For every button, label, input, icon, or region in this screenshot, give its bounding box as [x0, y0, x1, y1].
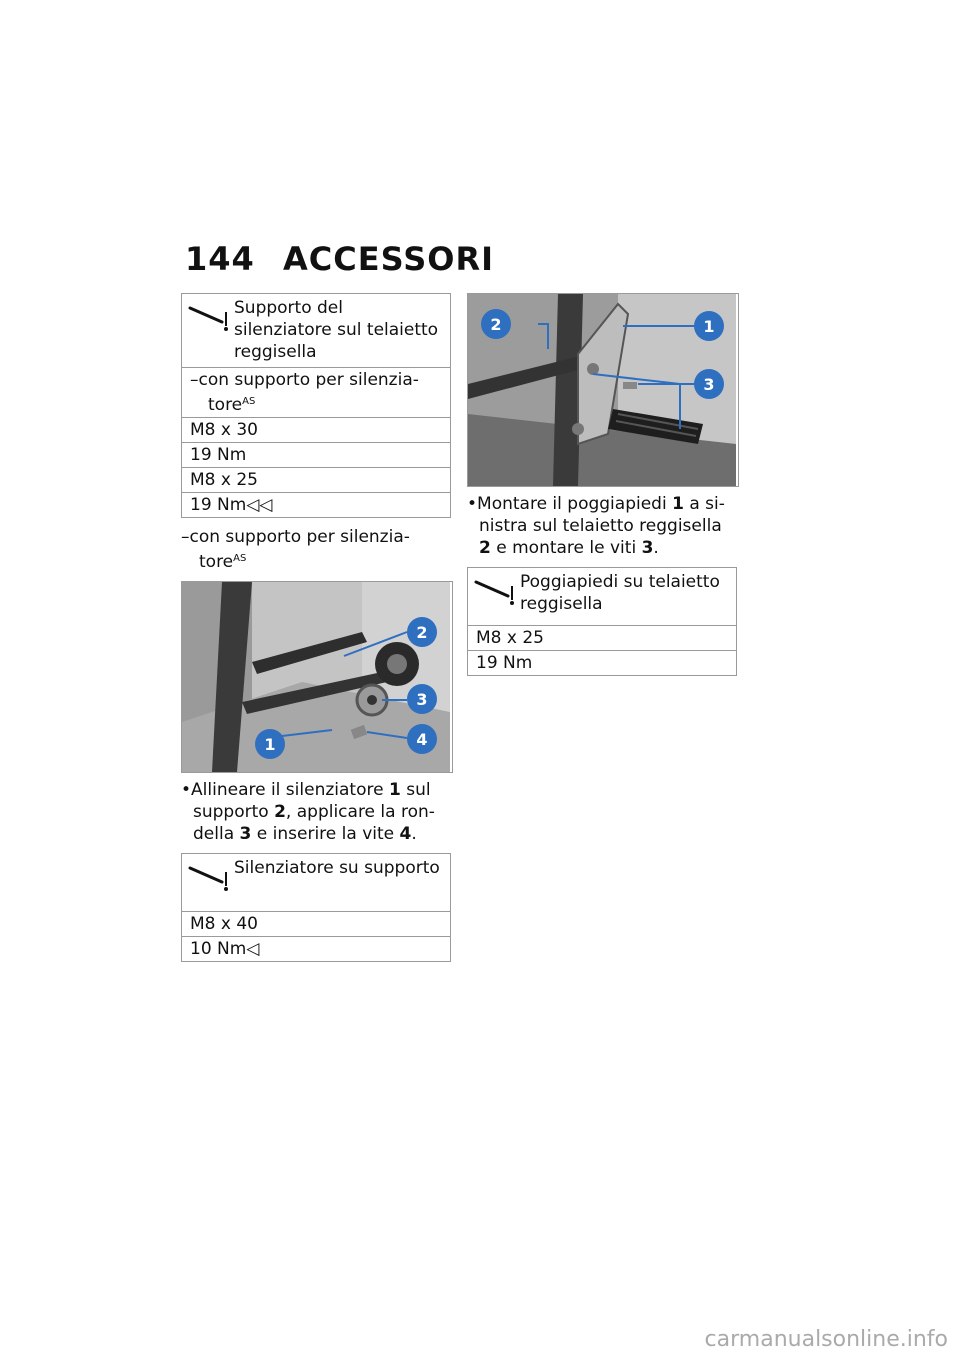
condition-text: –con supporto per silenzia-tore$^{AS}$ [181, 527, 410, 572]
callout-3: 3 [416, 690, 428, 709]
torque-table-row: 19 Nm [468, 651, 737, 676]
callout-2: 2 [416, 623, 428, 642]
torque-table-silencer-support [181, 853, 451, 962]
torque-wrench-icon [188, 862, 232, 892]
callout-3: 3 [703, 375, 715, 394]
right-column [467, 293, 737, 676]
torque-table-row: 19 Nm [182, 443, 451, 468]
tighten-symbol: ◁◁ [246, 495, 273, 515]
callout-4: 4 [416, 730, 428, 749]
torque-wrench-icon [474, 576, 518, 606]
instruction-step: •Allineare il silenziatore 1 sul supporto 2, applicare la ron-della 3 e inserire la vite 4. [181, 780, 435, 844]
callout-2: 2 [490, 315, 502, 334]
page-number: 144 [185, 240, 255, 278]
torque-table-row: M8 x 40 [182, 912, 451, 937]
torque-wrench-icon [188, 302, 232, 332]
callout-1: 1 [264, 735, 276, 754]
figure-silencer-bracket [181, 581, 453, 773]
torque-table-heading: Supporto del silenziatore sul telaietto reggisella [182, 294, 451, 368]
torque-table-heading: Silenziatore su supporto [182, 854, 451, 912]
torque-table-row: M8 x 25 [182, 468, 451, 493]
callout-1: 1 [703, 317, 715, 336]
watermark: carmanualsonline.info [704, 1327, 948, 1352]
torque-table-row: M8 x 30 [182, 418, 451, 443]
figure-footrest [467, 293, 739, 487]
page-header [185, 240, 494, 278]
torque-table-silencer-bracket [181, 293, 451, 518]
torque-table-footrest [467, 567, 737, 676]
torque-table-row: M8 x 25 [468, 626, 737, 651]
torque-table-heading: Poggiapiedi su telaietto reggisella [468, 568, 737, 626]
tighten-symbol: ◁ [246, 939, 260, 959]
left-column [181, 293, 451, 962]
torque-table-row: 10 Nm◁ [182, 937, 451, 962]
instruction-step: •Montare il poggiapiedi 1 a si-nistra sul telaietto reggisella 2 e montare le viti 3. [467, 494, 725, 558]
torque-table-row: 19 Nm◁◁ [182, 493, 451, 518]
torque-table-condition: –con supporto per silenzia-tore$^{AS}$ [182, 368, 451, 418]
page-title: ACCESSORI [283, 240, 494, 278]
